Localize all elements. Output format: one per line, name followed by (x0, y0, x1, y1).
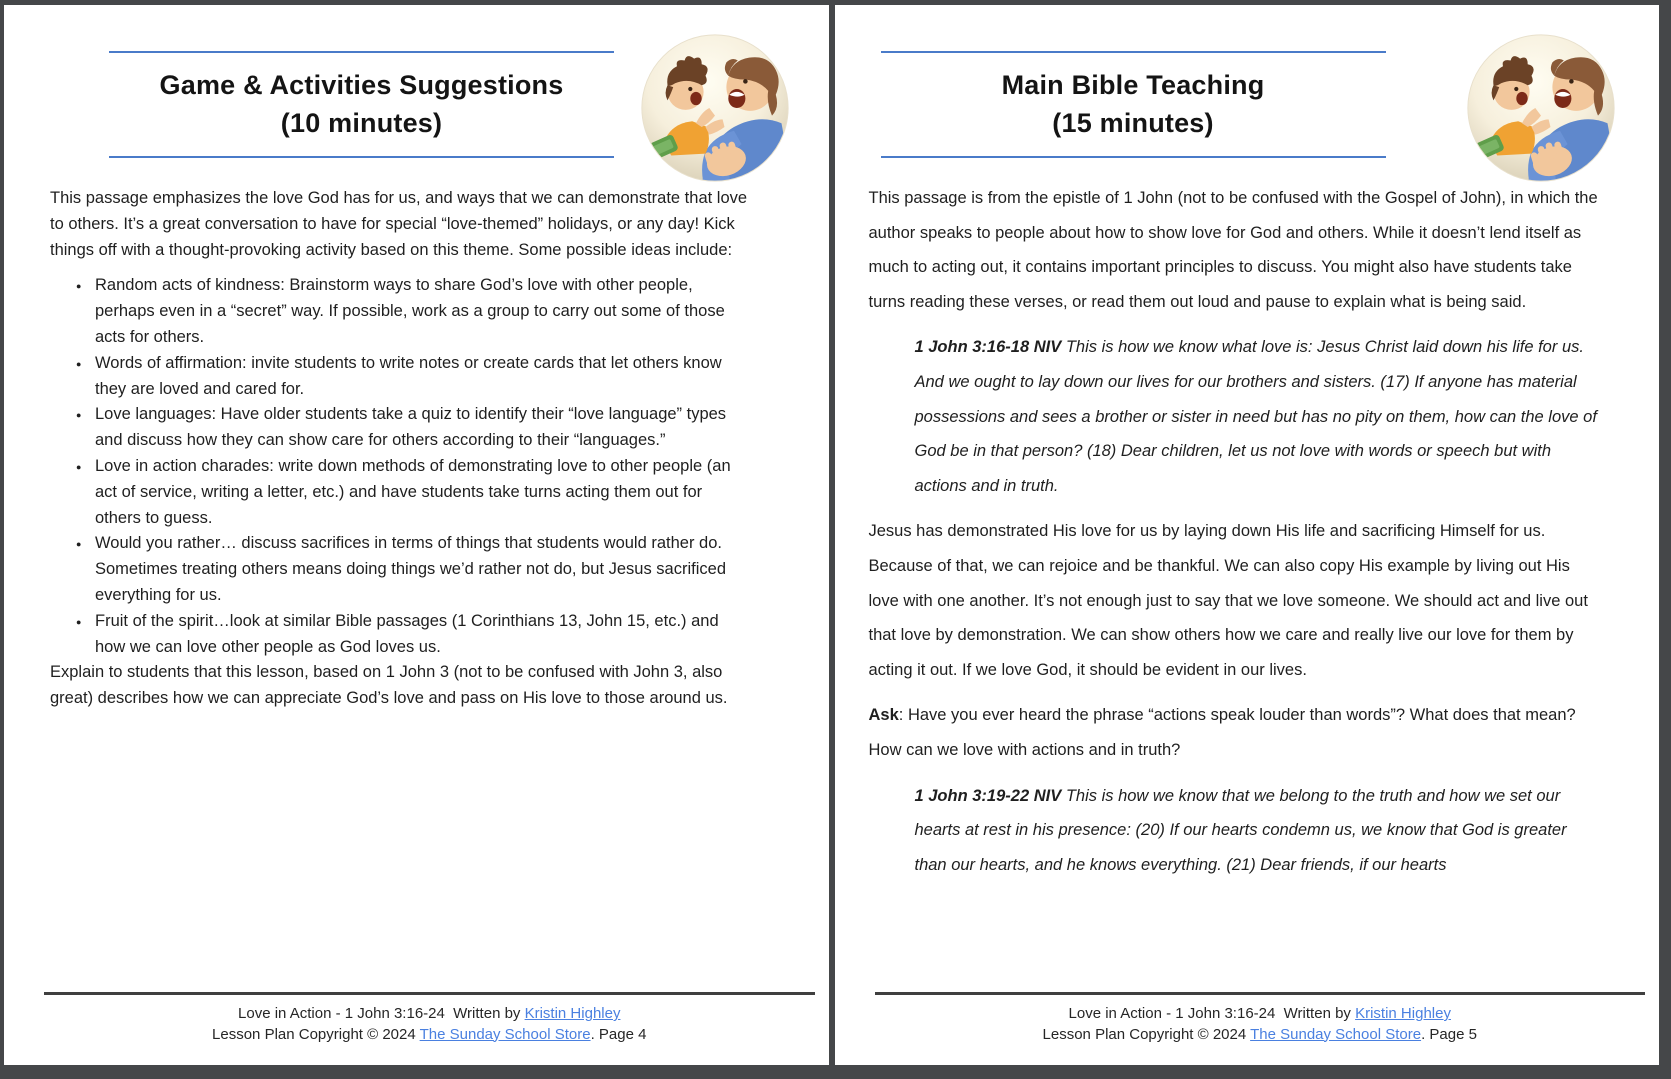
activity-item: ● Words of affirmation: invite students to write notes or create cards that let others know they are loved and cared for. (95, 351, 753, 403)
page-footer (875, 992, 1646, 1045)
store-link[interactable]: The Sunday School Store (419, 1025, 591, 1043)
page-title-line2: (15 minutes) (1052, 108, 1214, 138)
page-title (881, 66, 1386, 142)
footer-line-2 (875, 1025, 1646, 1046)
activity-item: ● Love languages: Have older students take a quiz to identify their “love language” types and discuss how they can show care for others according to their “languages.” (95, 402, 753, 454)
page-footer (44, 992, 815, 1045)
footer-line-1 (875, 1004, 1646, 1025)
verse-reference: 1 John 3:16-18 NIV (914, 338, 1062, 357)
title-rule-top (109, 51, 614, 53)
outro-paragraph: Explain to students that this lesson, based on 1 John 3 (not to be confused with John 3, also great) describes how we can appreciate God’s love and pass on His love to those around us. (50, 663, 728, 708)
title-rule-bottom (109, 156, 614, 158)
page-4 (4, 5, 829, 1065)
author-link[interactable]: Kristin Highley (1355, 1005, 1451, 1022)
intro-paragraph: This passage emphasizes the love God has for us, and ways that we can demonstrate that love to others. It’s a great conversation to have for special “love-themed” holidays, or any day! Kick things off with a thought-provoking activity based on this theme. Some possible ideas include: (50, 189, 748, 259)
page-title-line2: (10 minutes) (280, 108, 443, 138)
verse-text: This is how we know that we belong to the truth and how we set our hearts at rest in his presence: (20) If our hearts condemn us, we know that God is greater than our hearts, and he knows everything. (21) Dear friends, if our hearts (914, 786, 1567, 874)
footer-text: Love in Action - 1 John 3:16-24 Written by (1068, 1005, 1356, 1022)
footer-rule (44, 992, 815, 995)
father-child-illustration (1465, 32, 1617, 184)
page-5 (835, 5, 1660, 1065)
father-child-illustration (639, 32, 791, 184)
bible-verse-block (869, 330, 1604, 503)
footer-line-1 (44, 1004, 815, 1025)
bible-verse-block (869, 779, 1604, 883)
page-number: . Page 4 (590, 1025, 647, 1043)
intro-paragraph: This passage is from the epistle of 1 John (not to be confused with the Gospel of John), in which the author speaks to people about how to show love for God and others. While it doesn’t lend itself as much to acting out, it contains important principles to discuss. You might also have students take turns reading these verses, or read them out loud and pause to explain what is being said. (868, 189, 1598, 311)
activity-item: ● Love in action charades: write down methods of demonstrating love to other people (an act of service, writing a letter, etc.) and have students take turns acting them out for others to guess. (95, 454, 753, 531)
page-title-line1: Game & Activities Suggestions (159, 70, 564, 100)
activity-item: ● Would you rather… discuss sacrifices in terms of things that students would rather do. Sometimes treating others means doing things we’d rather not do, but Jesus sacrificed everything for us. (95, 531, 753, 608)
teaching-paragraph: Jesus has demonstrated His love for us by laying down His life and sacrificing Himself for us. Because of that, we can rejoice and be thankful. We can also copy His example by living out His love with one another. It’s not enough just to say that we love someone. We should act and live out that love by demonstration. We can show others how we care and really live our love for them by acting it out. If we love God, it should be evident in our lives. (868, 522, 1588, 679)
author-link[interactable]: Kristin Highley (524, 1005, 621, 1022)
footer-text: Lesson Plan Copyright © 2024 (212, 1025, 420, 1043)
page-title (109, 66, 614, 142)
verse-text: This is how we know what love is: Jesus Christ laid down his life for us. And we ought to lay down our lives for our brothers and sisters. (17) If anyone has material possessions and sees a brother or sister in need but has no pity on them, how can the love of God be in that person? (18) Dear children, let us not love with words or speech but with actions and in truth. (914, 338, 1597, 495)
verse-reference: 1 John 3:19-22 NIV (914, 786, 1062, 805)
activity-list (50, 273, 753, 660)
page-number: . Page 5 (1421, 1025, 1477, 1043)
ask-label: Ask (868, 706, 899, 725)
footer-line-2 (44, 1025, 815, 1046)
store-link[interactable]: The Sunday School Store (1250, 1025, 1422, 1043)
footer-rule (875, 992, 1646, 995)
page-header (881, 51, 1386, 158)
activity-item: ● Fruit of the spirit…look at similar Bible passages (1 Corinthians 13, John 15, etc.) and how we can love other people as God loves us. (95, 609, 753, 661)
title-rule-top (881, 51, 1386, 53)
footer-text: Love in Action - 1 John 3:16-24 Written by (238, 1005, 525, 1022)
title-rule-bottom (881, 156, 1386, 158)
footer-text: Lesson Plan Copyright © 2024 (1042, 1025, 1251, 1043)
page-header (109, 51, 614, 158)
page-title-line1: Main Bible Teaching (1001, 70, 1265, 100)
ask-text: : Have you ever heard the phrase “actions speak louder than words”? What does that mean? How can we love with actions and in truth? (868, 706, 1576, 759)
ask-paragraph (869, 698, 1604, 767)
activity-item: ● Random acts of kindness: Brainstorm ways to share God’s love with other people, perhaps even in a “secret” way. If possible, work as a group to carry out some of those acts for others. (95, 273, 753, 350)
